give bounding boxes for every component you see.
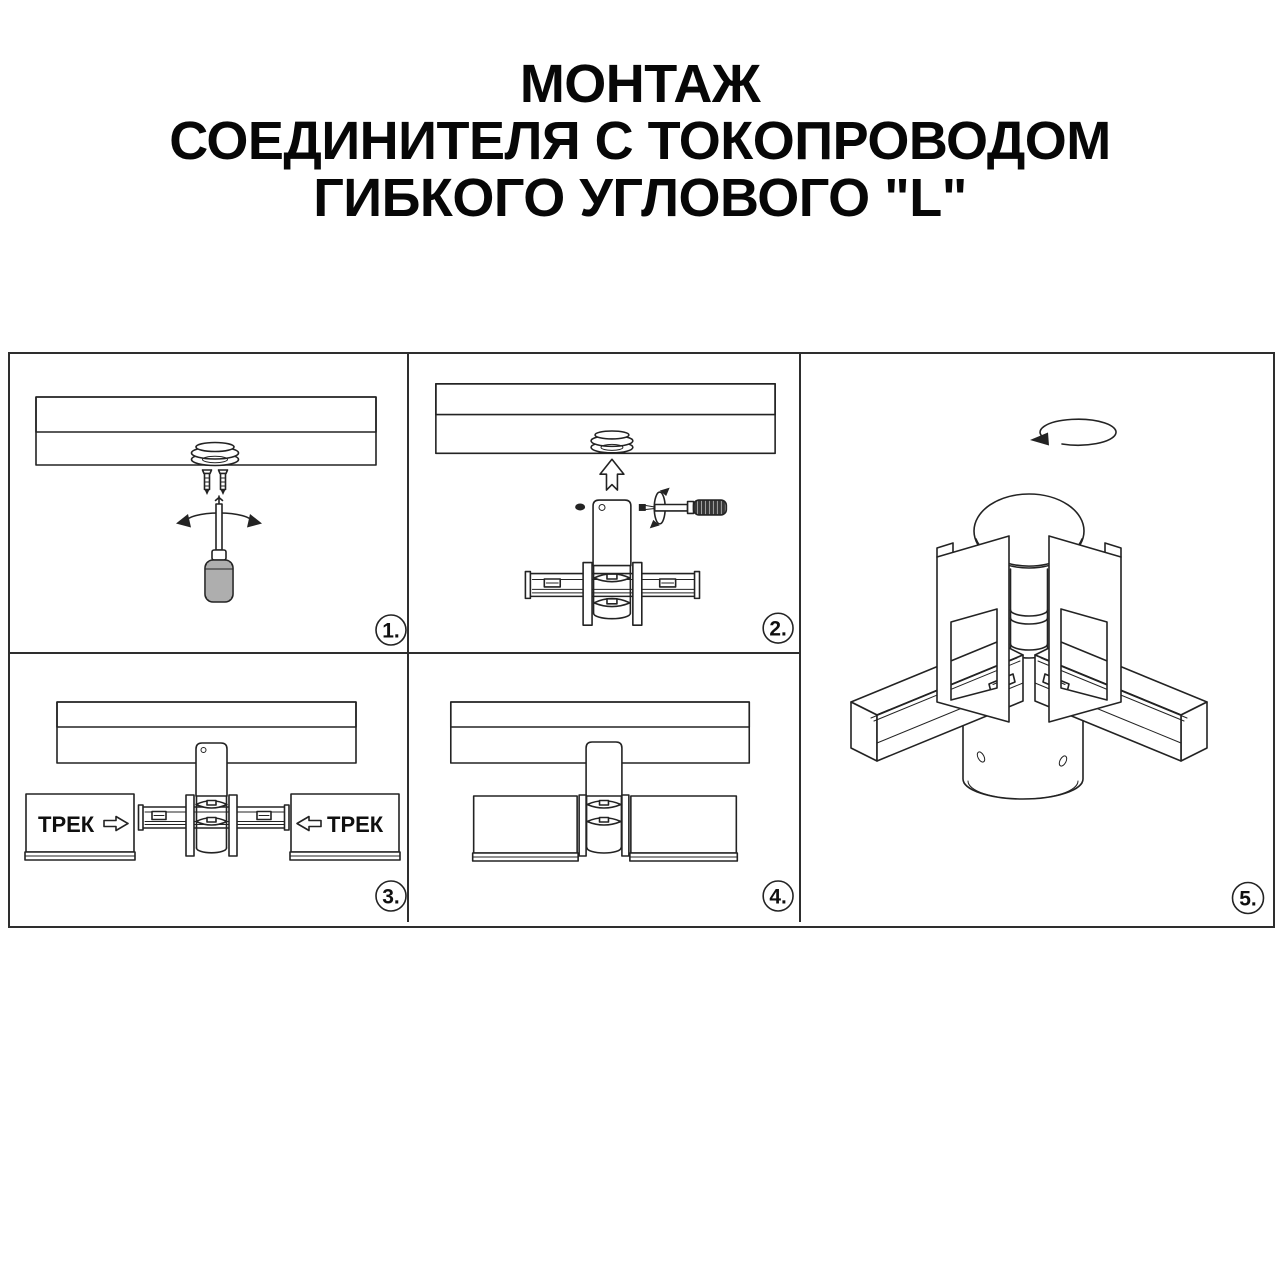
screw-icon xyxy=(639,504,646,511)
track-label-left: ТРЕК xyxy=(38,812,95,837)
mounting-base-icon xyxy=(192,443,239,466)
step-badge xyxy=(763,613,793,643)
track-connector xyxy=(579,795,629,856)
arrow-up-icon xyxy=(600,459,624,490)
track-label-right: ТРЕК xyxy=(327,812,384,837)
track-segment-right xyxy=(630,796,737,861)
step-number: 1. xyxy=(382,619,400,643)
step-badge xyxy=(376,881,406,911)
step-badge xyxy=(1233,883,1264,914)
step-number: 4. xyxy=(769,885,787,909)
page-title-line-1: МОНТАЖ xyxy=(519,54,761,114)
step-panel-5 xyxy=(801,354,1269,922)
step-panel-1 xyxy=(10,354,409,654)
step-panel-4 xyxy=(409,654,801,922)
screw-icon xyxy=(575,503,585,510)
mounting-base-icon xyxy=(591,431,633,453)
track-connector xyxy=(525,563,699,626)
screwdriver-icon xyxy=(646,488,727,529)
screwdriver-icon xyxy=(176,496,262,602)
step-badge xyxy=(763,881,793,911)
track-segment-left xyxy=(473,796,578,861)
connector-body xyxy=(586,742,622,796)
step-number: 5. xyxy=(1239,887,1257,911)
page-title-line-2: СОЕДИНИТЕЛЯ С ТОКОПРОВОДОМ xyxy=(169,111,1111,171)
steps-grid xyxy=(8,352,1275,928)
step-number: 3. xyxy=(382,885,400,909)
step-panel-3 xyxy=(10,654,409,922)
page-title xyxy=(0,56,1280,227)
connector-body xyxy=(593,500,631,566)
connector-3d-view xyxy=(851,494,1207,799)
bracket-left xyxy=(937,536,1009,722)
step-badge xyxy=(376,615,406,645)
track-segment-left xyxy=(25,794,135,860)
step-panel-2 xyxy=(409,354,801,654)
screw-icon xyxy=(203,470,212,495)
step-number: 2. xyxy=(769,617,787,641)
bracket-right xyxy=(1049,536,1121,722)
track-connector xyxy=(139,795,290,856)
screw-icon xyxy=(219,470,228,495)
connector-body xyxy=(196,743,227,796)
rotation-arrow-icon xyxy=(1030,419,1116,445)
page-title-line-3: ГИБКОГО УГЛОВОГО "L" xyxy=(313,168,967,228)
track-segment-right xyxy=(290,794,400,860)
